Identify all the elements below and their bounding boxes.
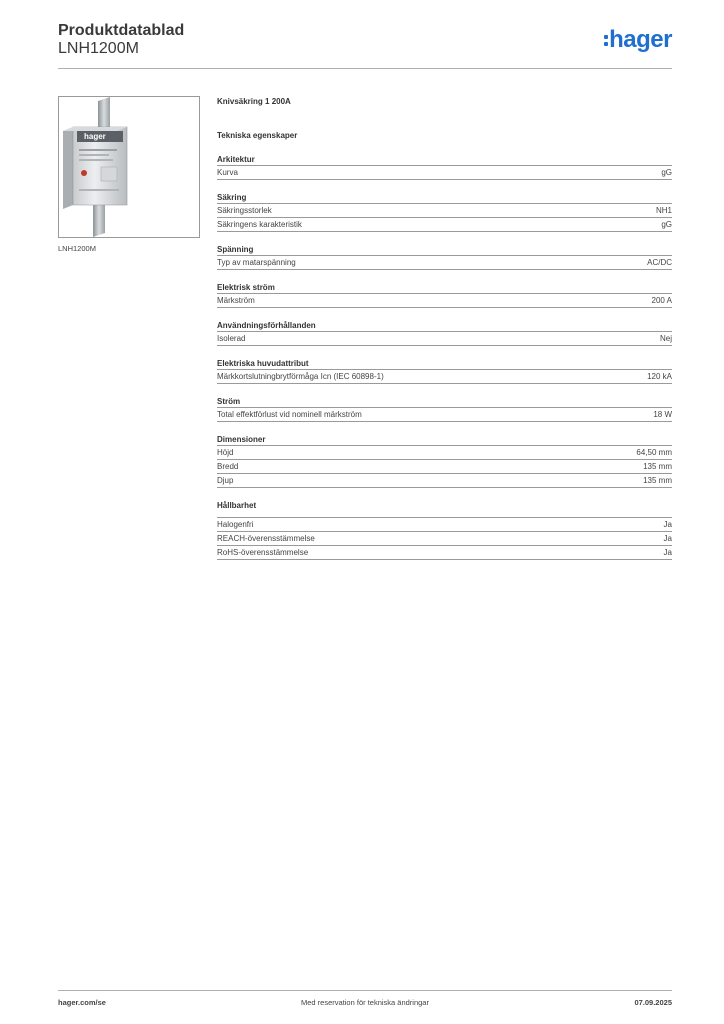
- spec-row: [217, 218, 672, 232]
- logo-colon-icon: [603, 32, 609, 48]
- spec-label: Total effektförlust vid nominell märkström: [217, 410, 362, 419]
- spec-value: Ja: [663, 534, 672, 543]
- section-elektrisk-strom: [217, 282, 672, 308]
- spec-value: Ja: [663, 520, 672, 529]
- spec-value: 135 mm: [643, 462, 672, 471]
- footer-divider: [58, 990, 672, 991]
- spec-label: Kurva: [217, 168, 238, 177]
- spec-value: AC/DC: [647, 258, 672, 267]
- fuse-illustration: [59, 97, 199, 237]
- spec-label: Höjd: [217, 448, 234, 457]
- spec-row: [217, 532, 672, 546]
- page-header: [58, 22, 672, 68]
- header-divider: [58, 68, 672, 69]
- section-title: Dimensioner: [217, 434, 672, 446]
- product-image: [58, 96, 200, 238]
- spec-row: [217, 256, 672, 270]
- section-arkitektur: [217, 154, 672, 180]
- spec-row: [217, 408, 672, 422]
- product-name: Knivsäkring 1 200A: [217, 97, 291, 106]
- footer-website-link[interactable]: hager.com/se: [58, 998, 106, 1007]
- spec-label: Djup: [217, 476, 234, 485]
- section-title: Spänning: [217, 244, 672, 256]
- section-strom: [217, 396, 672, 422]
- spec-row: [217, 166, 672, 180]
- spec-label: Säkringsstorlek: [217, 206, 272, 215]
- spec-value: gG: [661, 168, 672, 177]
- spec-content: [217, 96, 672, 560]
- spec-label: Märkström: [217, 296, 255, 305]
- spec-row: [217, 460, 672, 474]
- spec-row: [217, 294, 672, 308]
- spec-value: 64,50 mm: [636, 448, 672, 457]
- section-elektriska-huvudattribut: [217, 358, 672, 384]
- spec-row: [217, 446, 672, 460]
- spec-row: [217, 370, 672, 384]
- section-anvandningsforhallanden: [217, 320, 672, 346]
- spec-value: 200 A: [651, 296, 672, 305]
- spec-row: [217, 518, 672, 532]
- section-title: Arkitektur: [217, 154, 672, 166]
- image-caption: LNH1200M: [58, 244, 96, 253]
- section-title: Elektriska huvudattribut: [217, 358, 672, 370]
- indicator-icon: [81, 170, 87, 176]
- spec-label: Halogenfri: [217, 520, 254, 529]
- section-dimensioner: [217, 434, 672, 488]
- spec-value: gG: [661, 220, 672, 229]
- section-title: Ström: [217, 396, 672, 408]
- section-sakring: [217, 192, 672, 232]
- spec-label: RoHS-överensstämmelse: [217, 548, 309, 557]
- hager-logo: [603, 26, 672, 54]
- spec-value: 120 kA: [647, 372, 672, 381]
- spec-row: [217, 332, 672, 346]
- spec-label: Märkkortslutningbrytförmåga Icn (IEC 60898-1): [217, 372, 384, 381]
- spec-value: Ja: [663, 548, 672, 557]
- footer-date: 07.09.2025: [634, 998, 672, 1007]
- fuse-label-logo: hager: [84, 132, 106, 141]
- spec-row: [217, 546, 672, 560]
- section-spanning: [217, 244, 672, 270]
- spec-label: REACH-överensstämmelse: [217, 534, 315, 543]
- spec-value: Nej: [659, 334, 672, 343]
- page-footer: [58, 998, 672, 1010]
- footer-disclaimer: Med reservation för tekniska ändringar: [301, 998, 429, 1007]
- logo-text: hager: [609, 26, 672, 53]
- spec-label: Typ av matarspänning: [217, 258, 296, 267]
- section-hallbarhet: [217, 500, 672, 560]
- spec-value: NH1: [655, 206, 672, 215]
- spec-value: 18 W: [653, 410, 672, 419]
- section-title: Användningsförhållanden: [217, 320, 672, 332]
- spec-label: Säkringens karakteristik: [217, 220, 302, 229]
- spec-value: 135 mm: [643, 476, 672, 485]
- spec-row: [217, 204, 672, 218]
- section-title: Hållbarhet: [217, 500, 672, 518]
- product-code: LNH1200M: [58, 40, 139, 57]
- spec-row: [217, 474, 672, 488]
- tech-heading: Tekniska egenskaper: [217, 131, 298, 140]
- spec-label: Bredd: [217, 462, 239, 471]
- spec-label: Isolerad: [217, 334, 246, 343]
- section-title: Säkring: [217, 192, 672, 204]
- section-title: Elektrisk ström: [217, 282, 672, 294]
- document-title: Produktdatablad: [58, 22, 185, 39]
